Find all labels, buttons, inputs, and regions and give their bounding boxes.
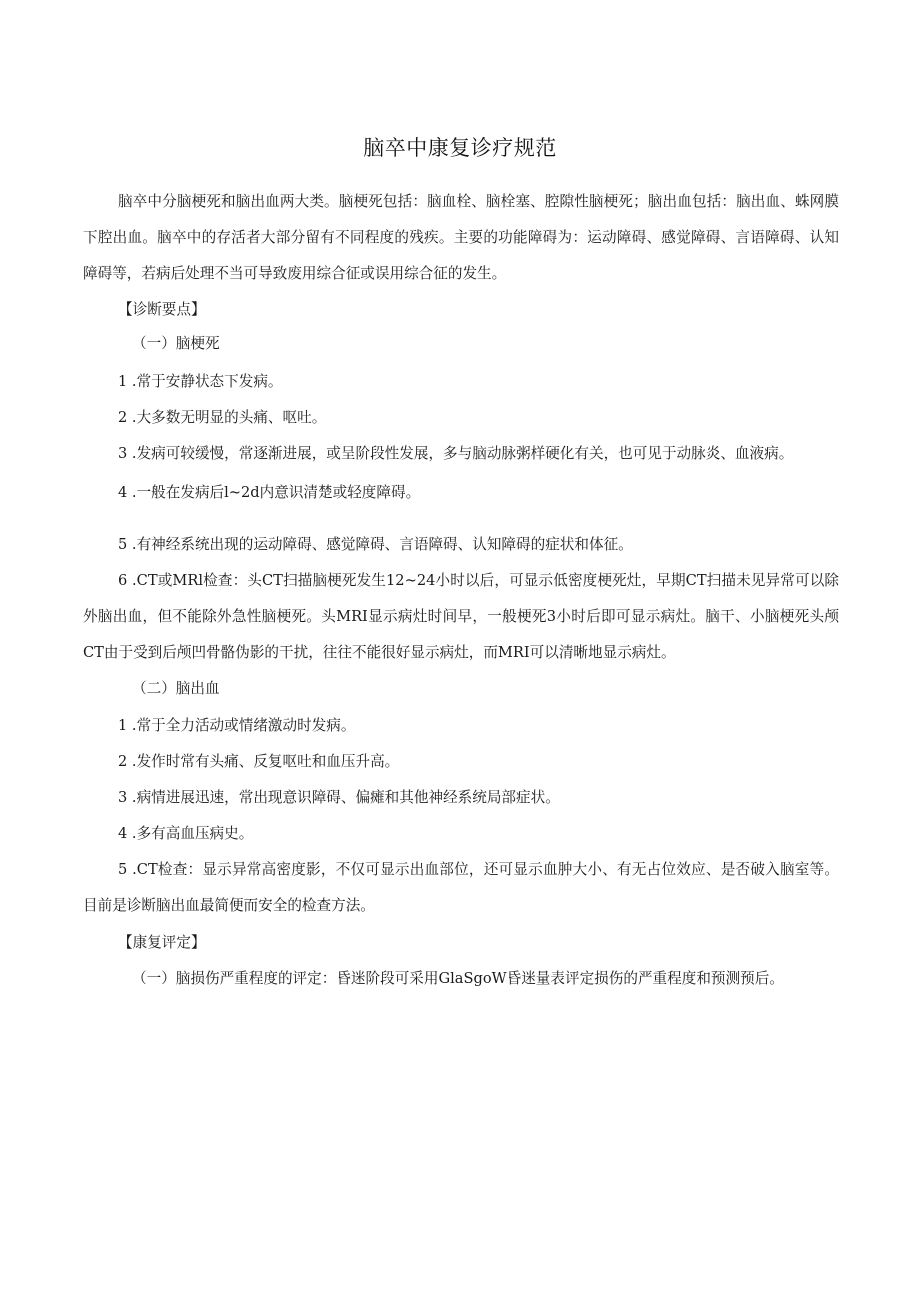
list-item: 2 .大多数无明显的头痛、呕吐。 [118, 409, 327, 426]
subsection-heading-hemorrhage: （二）脑出血 [132, 680, 220, 697]
section-heading-assessment: 【康复评定】 [118, 934, 206, 951]
assessment-item: （一）脑损伤严重程度的评定：昏迷阶段可采用GlaSgoW昏迷量表评定损伤的严重程度和预测预后。 [132, 970, 784, 987]
section-heading-diagnosis: 【诊断要点】 [118, 301, 206, 318]
list-item: 4 .多有高血压病史。 [118, 825, 254, 842]
list-item: 5 .有神经系统出现的运动障碍、感觉障碍、言语障碍、认知障碍的症状和体征。 [118, 536, 633, 553]
document-title: 脑卒中康复诊疗规范 [363, 136, 557, 160]
list-item: 1 .常于全力活动或情绪激动时发病。 [118, 717, 356, 734]
list-item-paragraph: 5 .CT检查：显示异常高密度影，不仅可显示出血部位，还可显示血肿大小、有无占位效应、是否破入脑室等。目前是诊断脑出血最简便而安全的检查方法。 [83, 861, 839, 914]
list-item: 3 .发病可较缓慢，常逐渐进展，或呈阶段性发展，多与脑动脉粥样硬化有关，也可见于动脉炎、血液病。 [118, 445, 794, 462]
list-item: 4 .一般在发病后l~2d内意识清楚或轻度障碍。 [118, 484, 421, 501]
list-item-paragraph: 6 .CT或MRl检查：头CT扫描脑梗死发生12~24小时以后，可显示低密度梗死灶，早期CT扫描未见异常可以除外脑出血，但不能除外急性脑梗死。头MRI显示病灶时间早，一般梗死3小时后即可显示病灶。脑干、小脑梗死头颅CT由于受到后颅凹骨骼伪影的干扰，往往不能很好显示病灶，而MRI可以清晰地显示病灶。 [83, 572, 839, 661]
subsection-heading-infarction: （一）脑梗死 [132, 335, 220, 352]
list-item: 1 .常于安静状态下发病。 [118, 373, 283, 390]
intro-paragraph: 脑卒中分脑梗死和脑出血两大类。脑梗死包括：脑血栓、脑栓塞、腔隙性脑梗死；脑出血包括：脑出血、蛛网膜下腔出血。脑卒中的存活者大部分留有不同程度的残疾。主要的功能障碍为：运动障碍、感觉障碍、言语障碍、认知障碍等，若病后处理不当可导致废用综合征或误用综合征的发生。 [83, 193, 839, 282]
list-item: 2 .发作时常有头痛、反复呕吐和血压升高。 [118, 753, 400, 770]
list-item: 3 .病情进展迅速，常出现意识障碍、偏瘫和其他神经系统局部症状。 [118, 789, 560, 806]
